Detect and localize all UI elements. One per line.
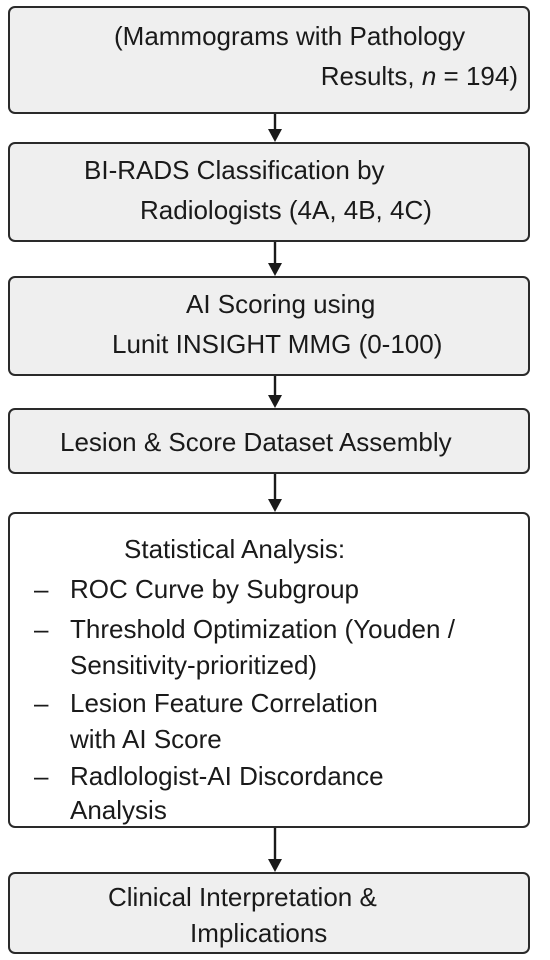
step-text-line: Lunit INSIGHT MMG (0-100): [112, 329, 443, 359]
n-symbol: n: [421, 61, 437, 91]
bullet-dash: –: [34, 761, 49, 791]
step-text-line: (Mammograms with Pathology: [114, 21, 466, 51]
step-box-statistical-analysis: [8, 512, 530, 828]
down-arrow-icon: [264, 474, 286, 512]
step-text-line: [321, 61, 518, 91]
analysis-item: Radlologist-AI Discordance: [70, 761, 384, 791]
bullet-dash: –: [34, 688, 49, 718]
step-text-line: Lesion & Score Dataset Assembly: [60, 427, 452, 457]
step-box-birads: [8, 142, 530, 242]
step-box-clinical-interpretation: [8, 872, 530, 954]
down-arrow-icon: [264, 376, 286, 408]
analysis-item: Lesion Feature Correlation: [70, 688, 378, 718]
step-text-line: Radiologists (4A, 4B, 4C): [140, 195, 432, 225]
down-arrow-icon: [264, 242, 286, 276]
down-arrow-icon: [264, 828, 286, 872]
step-text-line: BI-RADS Classification by: [84, 155, 385, 185]
results-label: Results,: [320, 61, 422, 91]
count-value: = 194): [436, 61, 518, 91]
analysis-item-continuation: Analysis: [70, 795, 167, 825]
analysis-item-continuation: Sensitivity-prioritized): [70, 650, 318, 680]
step-box-ai-scoring: [8, 276, 530, 376]
analysis-item-continuation: with AI Score: [70, 724, 222, 754]
analysis-item: ROC Curve by Subgroup: [70, 574, 360, 604]
bullet-dash: –: [34, 614, 49, 644]
step-box-mammograms: [8, 6, 530, 114]
step-text-line: Implications: [190, 918, 328, 948]
down-arrow-icon: [264, 114, 286, 142]
step-box-dataset-assembly: [8, 408, 530, 474]
analysis-item: Threshold Optimization (Youden /: [70, 614, 455, 644]
bullet-dash: –: [34, 574, 49, 604]
step-text-line: Clinical Interpretation &: [108, 882, 377, 912]
analysis-title: Statistical Analysis:: [124, 534, 346, 564]
step-text-line: AI Scoring using: [186, 289, 376, 319]
